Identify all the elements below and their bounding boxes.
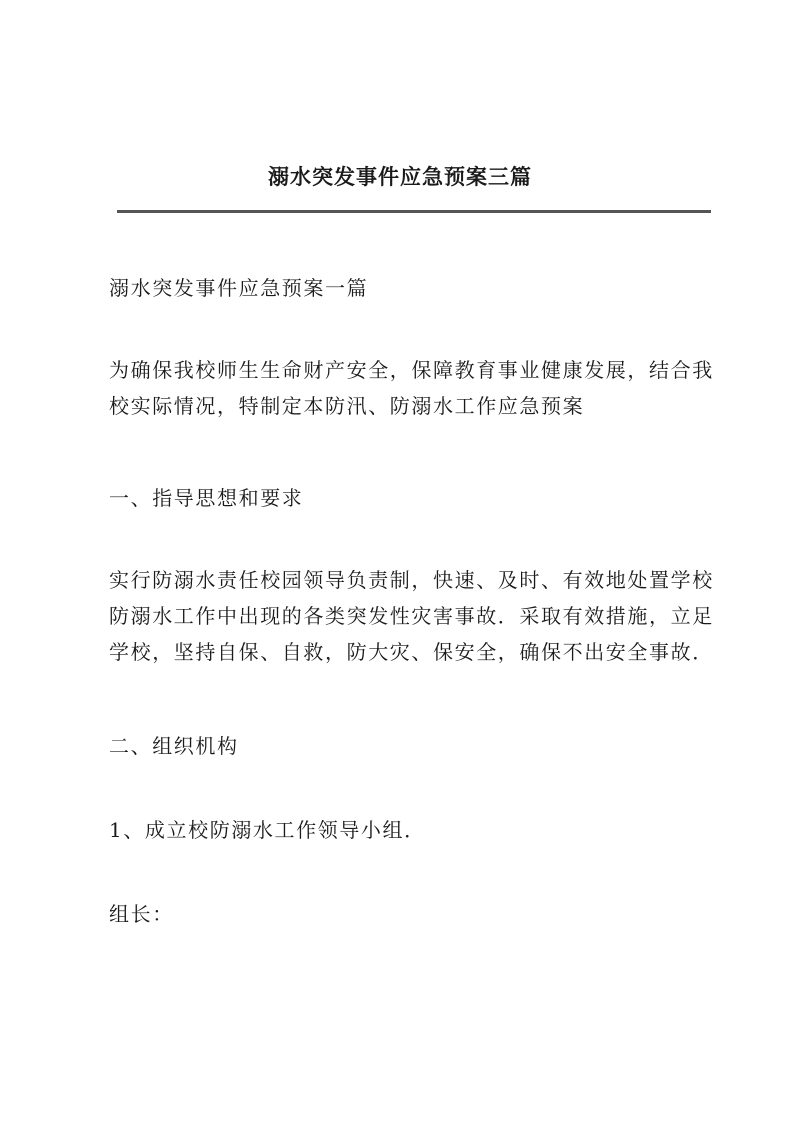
heading-guiding-ideas: 一、指导思想和要求	[109, 486, 304, 510]
guiding-line: 实行防溺水责任校园领导负责制，快速、及时、有效地处置学校	[109, 568, 714, 592]
guiding-paragraph	[109, 562, 714, 670]
guiding-line: 学校，坚持自保、自救，防大灾、保安全，确保不出安全事故．	[109, 640, 714, 664]
document-title: 溺水突发事件应急预案三篇	[268, 164, 532, 189]
intro-line: 校实际情况，特制定本防汛、防溺水工作应急预案	[109, 394, 585, 418]
leader-label: 组长：	[109, 902, 174, 926]
intro-paragraph	[109, 352, 714, 424]
heading-organization: 二、组织机构	[109, 734, 239, 758]
title-underline	[117, 210, 711, 213]
section-title: 溺水突发事件应急预案一篇	[109, 276, 369, 300]
guiding-line: 防溺水工作中出现的各类突发性灾害事故．采取有效措施，立足	[109, 604, 714, 628]
item-establish-group: 1、成立校防溺水工作领导小组．	[109, 818, 426, 842]
intro-line: 为确保我校师生生命财产安全，保障教育事业健康发展，结合我	[109, 358, 714, 382]
